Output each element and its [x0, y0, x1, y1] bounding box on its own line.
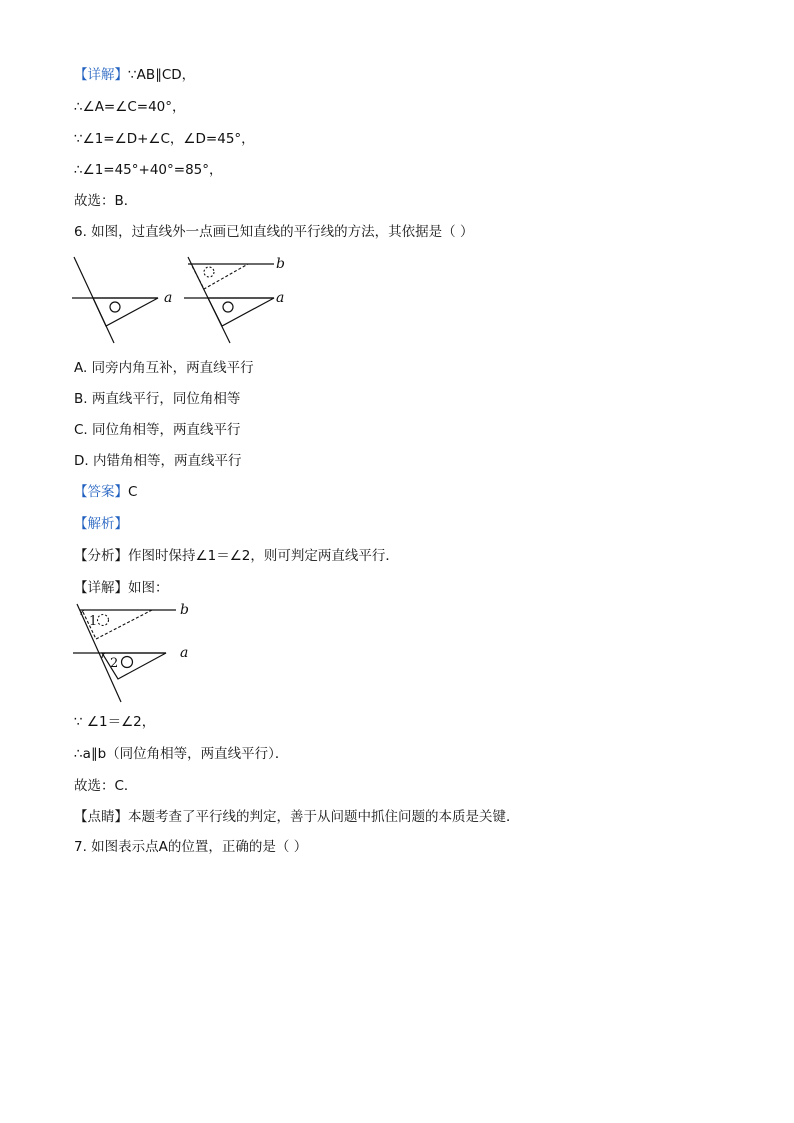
- solution-detail-line: [74, 66, 195, 84]
- option-a: A. 同旁内角互补，两直线平行: [74, 360, 254, 376]
- figure-set-square-left: [70, 253, 190, 348]
- figure-angles-1-2: [70, 602, 210, 702]
- therefore-line: ∴a∥b（同位角相等，两直线平行）．: [74, 746, 289, 762]
- label-a-3: a: [180, 645, 189, 661]
- detail-line-2: [74, 579, 169, 597]
- angle-1-label: 1: [89, 614, 98, 629]
- detail-tag: 【详解】: [74, 67, 128, 83]
- figure-set-square-right: [182, 253, 312, 348]
- label-a: a: [164, 290, 173, 306]
- label-b: b: [276, 256, 285, 272]
- label-b-3: b: [180, 602, 189, 618]
- answer-tag: 【答案】: [74, 484, 128, 500]
- dianjing-tag: 【点睛】: [74, 809, 128, 825]
- question-6-stem: 6. 如图，过直线外一点画已知直线的平行线的方法，其依据是（ ）: [74, 224, 474, 240]
- detail-text-2: 如图：: [128, 580, 169, 596]
- solution-choice-5: 故选：B．: [74, 193, 138, 209]
- detail-text: ∵AB∥CD，: [128, 67, 196, 83]
- solution-line-2: ∴∠A=∠C=40°，: [74, 99, 186, 115]
- dianjing-text: 本题考查了平行线的判定，善于从问题中抓住问题的本质是关键．: [128, 809, 520, 825]
- dianjing-line: [74, 808, 520, 826]
- question-7-stem: 7. 如图表示点A的位置，正确的是（ ）: [74, 839, 308, 855]
- solution-line-4: ∴∠1=45°+40°=85°，: [74, 162, 223, 178]
- option-c: C. 同位角相等，两直线平行: [74, 422, 241, 438]
- label-a-2: a: [276, 290, 285, 306]
- because-line: ∵ ∠1＝∠2，: [74, 714, 156, 730]
- detail-tag-2: 【详解】: [74, 580, 128, 596]
- choose-line: 故选：C．: [74, 778, 138, 794]
- answer-value: C: [128, 484, 138, 500]
- analysis-tag: 【解析】: [74, 516, 128, 532]
- solution-line-3: ∵∠1=∠D+∠C，∠D=45°，: [74, 131, 255, 147]
- option-b: B. 两直线平行，同位角相等: [74, 391, 241, 407]
- fenxi-text: 作图时保持∠1＝∠2，则可判定两直线平行．: [128, 548, 399, 564]
- option-d: D. 内错角相等，两直线平行: [74, 453, 242, 469]
- fenxi-tag: 【分析】: [74, 548, 128, 564]
- fenxi-line: [74, 547, 399, 565]
- angle-2-label: 2: [110, 656, 119, 671]
- answer-line: [74, 483, 137, 501]
